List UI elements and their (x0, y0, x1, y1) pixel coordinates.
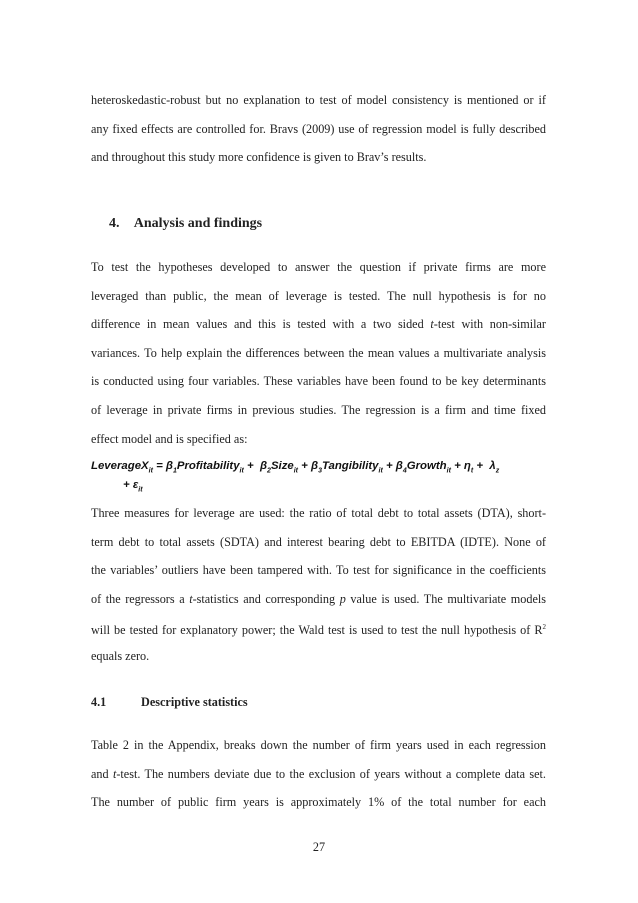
italic-t: t (189, 591, 193, 606)
paragraph-descriptive (91, 731, 546, 817)
text-line: Three measures for leverage are used: the ratio of total debt to total assets (DTA), short- (91, 506, 546, 520)
paragraph-measures (91, 499, 546, 671)
text-line: Table 2 in the Appendix, breaks down the number of firm years used in each regression (91, 738, 546, 752)
italic-t: t (430, 317, 434, 332)
italic-p: p (339, 591, 346, 606)
text-line (91, 613, 546, 642)
text-line: is conducted using four variables. These variables have been found to be key determinants (91, 374, 546, 389)
text-line: any fixed effects are controlled for. Bravs (2009) use of regression model is fully described (91, 121, 546, 136)
paragraph-intro (91, 86, 546, 172)
text-line (91, 310, 546, 339)
text-span: -test with non-similar (433, 317, 546, 332)
text-span: will be tested for explanatory power; the Wald test is used to test the null hypothesis of R (91, 623, 543, 638)
text-line: equals zero. (91, 648, 150, 663)
subsection-heading (91, 695, 248, 710)
subsection-number: 4.1 (91, 695, 107, 709)
text-span: -statistics and corresponding (192, 591, 340, 606)
text-line: The number of public firm years is approximately 1% of the total number for each (91, 795, 546, 810)
text-line: effect model and is specified as: (91, 431, 248, 446)
text-line (91, 585, 546, 614)
text-line: variances. To help explain the differences between the mean values a multivariate analysis (91, 345, 546, 360)
text-line (91, 760, 546, 789)
text-span: and (91, 766, 113, 781)
page-number: 27 (312, 840, 326, 854)
text-span: value is used. The multivariate models (345, 591, 546, 606)
superscript: 2 (542, 623, 546, 632)
subsection-title: Descriptive statistics (141, 695, 248, 709)
section-number: 4. (109, 216, 120, 231)
equation-line-1: LeverageX$_{it}$ = $\beta_1Profitability_{it}$ + $\beta_2Size_{it}$ + $\beta_3Tangibility_{it}$ + $\beta_4Growth_{it} + \eta_t + \lambda_z$ (91, 460, 500, 475)
text-span: difference in mean values and this is tested with a two sided (91, 317, 431, 332)
text-line: of leverage in private firms in previous studies. The regression is a firm and time fixed (91, 402, 546, 417)
text-line: and throughout this study more confidence is given to Brav’s results. (91, 150, 427, 165)
paragraph-analysis (91, 253, 546, 453)
text-line: leveraged than public, the mean of leverage is tested. The null hypothesis is for no (91, 288, 546, 303)
italic-t: t (112, 766, 117, 781)
section-title: Analysis and findings (133, 216, 263, 231)
section-heading (109, 216, 262, 232)
text-line: the variables’ outliers have been tampered with. To test for significance in the coefficients (91, 563, 546, 578)
text-line: heteroskedastic-robust but no explanation to test of model consistency is mentioned or if (91, 93, 546, 107)
regression-equation (91, 459, 551, 498)
text-span: of the regressors a (91, 591, 190, 606)
text-line: To test the hypotheses developed to answer the question if private firms are more (91, 260, 546, 274)
text-span: -test. The numbers deviate due to the exclusion of years without a complete data set. (116, 766, 546, 781)
text-line: term debt to total assets (SDTA) and interest bearing debt to EBITDA (IDTE). None of (91, 534, 546, 549)
equation-line-2: + $\varepsilon_{it}$ (123, 479, 143, 494)
